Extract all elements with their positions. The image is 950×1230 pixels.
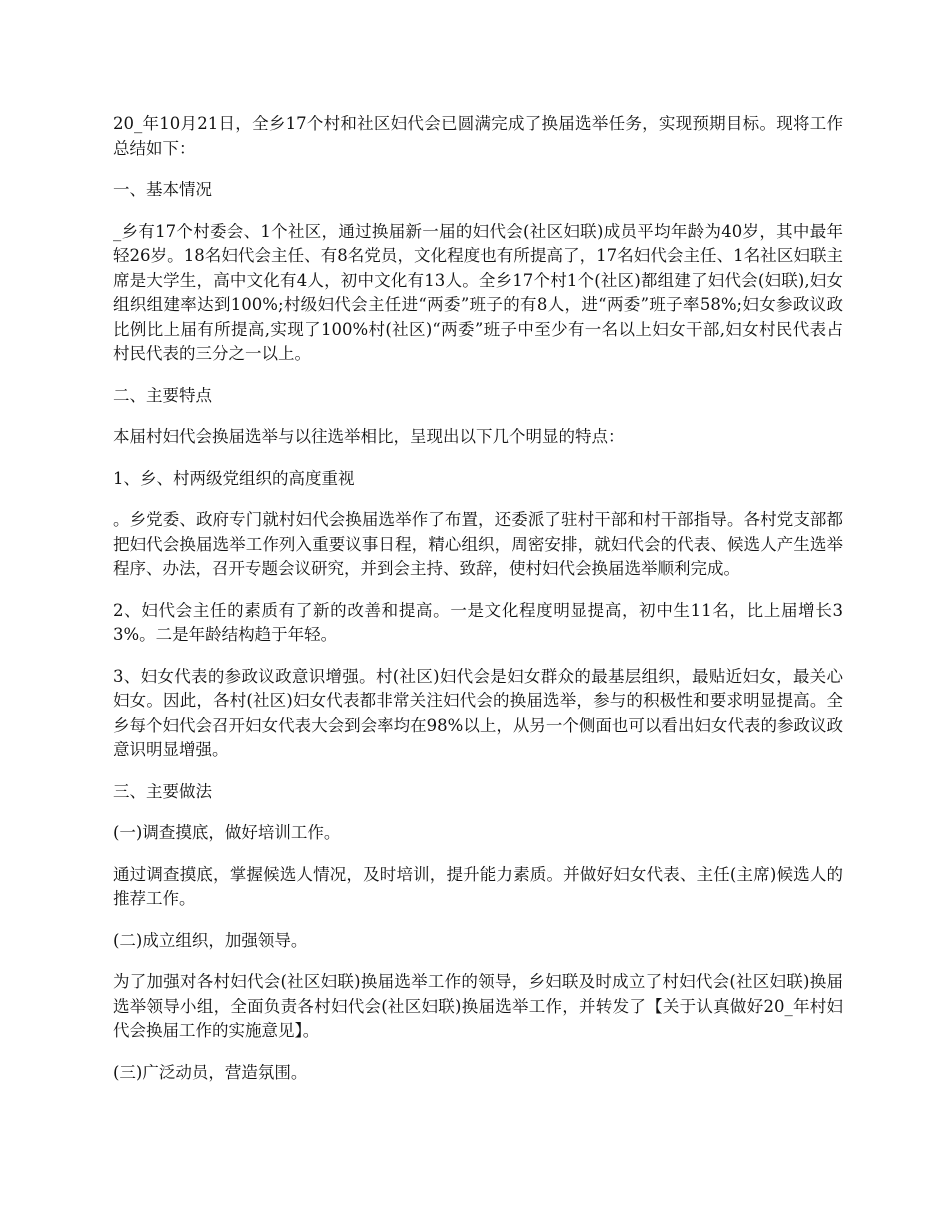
section-heading-main-practices: 三、主要做法 (113, 781, 212, 801)
features-intro-paragraph: 本届村妇代会换届选举与以往选举相比，呈现出以下几个明显的特点： (113, 427, 625, 446)
practice-1-heading: (一)调查摸底，做好培训工作。 (113, 823, 341, 842)
practice-2-heading: (二)成立组织，加强领导。 (113, 930, 308, 950)
feature-3-paragraph: 3、妇女代表的参政议政意识增强。村(社区)妇代会是妇女群众的最基层组织，最贴近妇女，最关心妇女。因此，各村(社区)妇女代表都非常关注妇代会的换届选举，参与的积极性和要求明显提高。全乡每个妇代会召开妇女代表大会到会率均在98%以上，从另一个侧面也可以看出妇女代表的参政议政意识明显增强。 (113, 666, 843, 759)
feature-1-heading: 1、乡、村两级党组织的高度重视 (113, 468, 355, 488)
document-body (113, 112, 843, 1102)
section-heading-basic-situation: 一、基本情况 (113, 180, 212, 199)
intro-paragraph: 20_年10月21日，全乡17个村和社区妇代会已圆满完成了换届选举任务，实现预期目标。现将工作总结如下： (113, 114, 843, 158)
feature-1-paragraph: 。乡党委、政府专门就村妇代会换届选举作了布置，还委派了驻村干部和村干部指导。各村党支部都把妇代会换届选举工作列入重要议事日程，精心组织，周密安排，就妇代会的代表、候选人产生选举程序、办法，召开专题会议研究，并到会主持、致辞，使村妇代会换届选举顺利完成。 (113, 510, 843, 578)
practice-3-heading: (三)广泛动员，营造氛围。 (113, 1062, 308, 1082)
basic-situation-paragraph: _乡有17个村委会、1个社区，通过换届新一届的妇代会(社区妇联)成员平均年龄为40岁，其中最年轻26岁。18名妇代会主任、有8名党员，文化程度也有所提高了，17名妇代会主任、1名社区妇联主席是大学生，高中文化有4人，初中文化有13人。全乡17个村1个(社区)都组建了妇代会(妇联),妇女组织组建率达到100%;村级妇代会主任进“两委”班子的有8人，进“两委”班子率58%;妇女参政议政比例比上届有所提高,实现了100%村(社区)“两委”班子中至少有一名以上妇女干部,妇女村民代表占村民代表的三分之一以上。 (113, 221, 843, 363)
practice-1-paragraph: 通过调查摸底，掌握候选人情况，及时培训，提升能力素质。并做好妇女代表、主任(主席)候选人的推荐工作。 (113, 864, 843, 908)
practice-2-paragraph: 为了加强对各村妇代会(社区妇联)换届选举工作的领导，乡妇联及时成立了村妇代会(社区妇联)换届选举领导小组，全面负责各村妇代会(社区妇联)换届选举工作，并转发了【关于认真做好20_年村妇代会换届工作的实施意见】。 (113, 972, 843, 1040)
feature-2-paragraph: 2、妇代会主任的素质有了新的改善和提高。一是文化程度明显提高，初中生11名，比上届增长33%。二是年龄结构趋于年轻。 (113, 600, 843, 644)
section-heading-main-features: 二、主要特点 (113, 385, 212, 405)
